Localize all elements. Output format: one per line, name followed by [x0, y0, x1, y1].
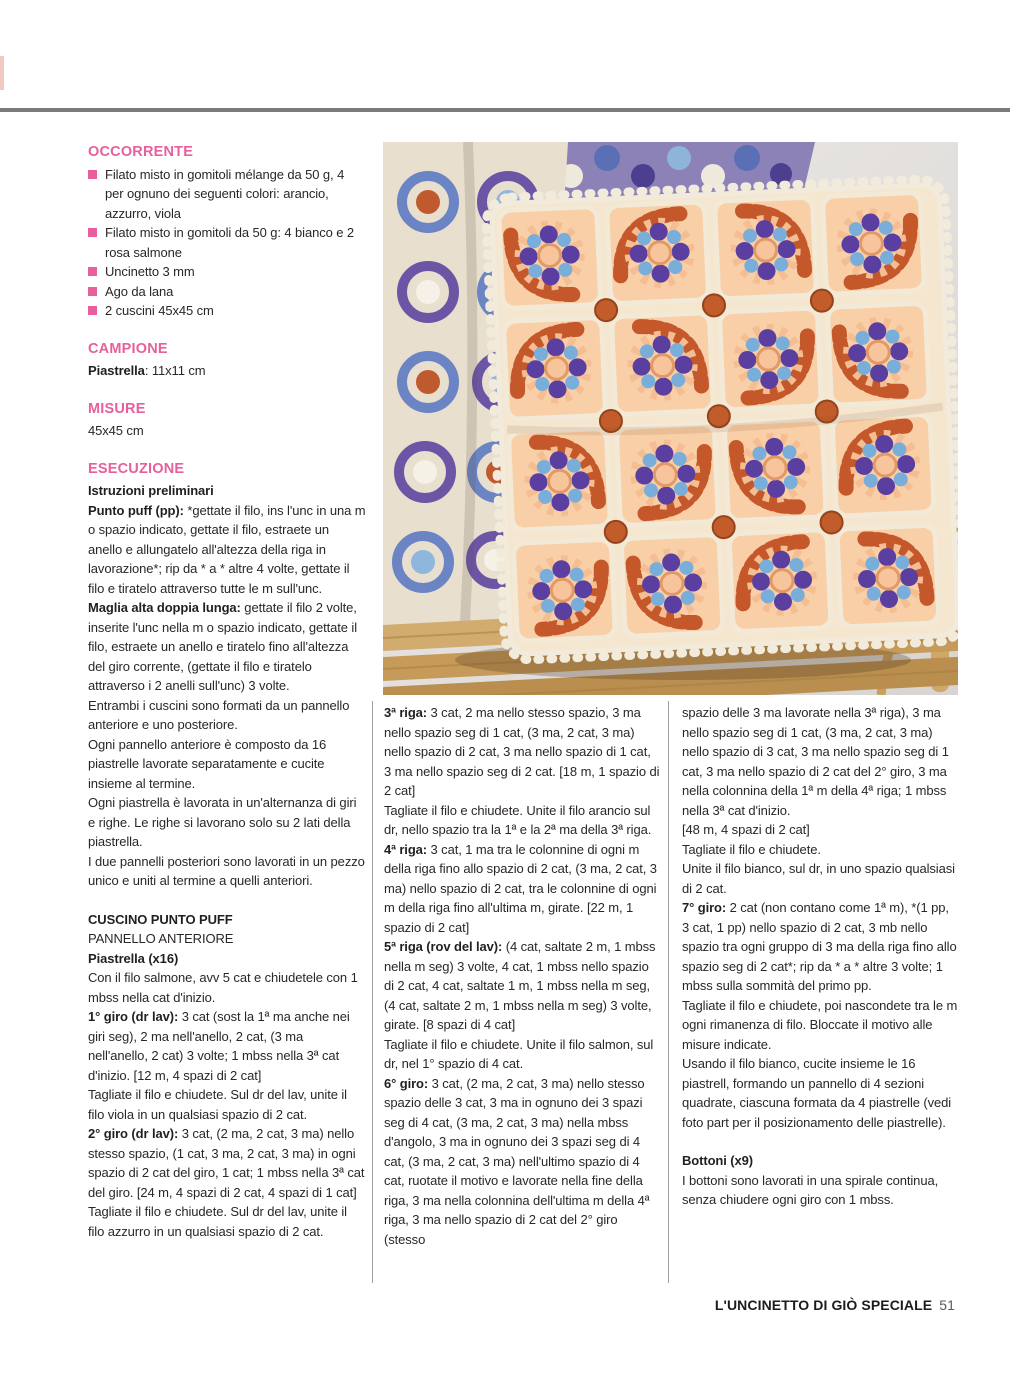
paragraph: Tagliate il filo e chiudete. [682, 841, 821, 857]
paragraph: Punto puff (pp): *gettate il filo, ins l'unc in una m o spazio indicato, gettate il filo, estraete un anello e allungatelo all'altezza della riga in lavorazione*; rip da * a * altre 4 volte, gettate il filo e tiratelo attraverso tutte le m sull'unc. [88, 502, 366, 596]
paragraph: Tagliate il filo e chiudete, poi nascondete tra le m ogni rimanenza di filo. Bloccate il motivo alle misure indicate. [682, 997, 958, 1052]
bullet-text: Filato misto in gomitoli da 50 g: 4 bianco e 2 rosa salmone [105, 225, 355, 260]
paragraph: Usando il filo bianco, cucite insieme le 16 piastrell, formando un pannello di 4 sezioni quadrate, ciascuna formata da 4 piastrelle (vedi foto part per il posizionamento delle piastrelle). [682, 1056, 952, 1130]
bullet-text: Filato misto in gomitoli mélange da 50 g, 4 per ognuno dei seguenti colori: arancio, azzurro, viola [105, 166, 345, 221]
footer-brand: L'UNCINETTO DI GIÒ SPECIALE [714, 1297, 933, 1313]
paragraph: 4ª riga: 3 cat, 1 ma tra le colonnine di ogni m della riga fino allo spazio di 2 cat, (3 ma, 2 cat, 3 ma) nello spazio di 2 cat, tra le colonnine di ogni m della riga fino all'ultima m, girate. [22 m, 1 spazio di 2 cat] [384, 841, 657, 935]
occorrente-list [88, 165, 366, 321]
section-occorrente [88, 143, 366, 321]
paragraph: Istruzioni preliminari [88, 483, 214, 498]
paragraph: I due pannelli posteriori sono lavorati in un pezzo unico e uniti al termine a quelli anteriori. [88, 853, 365, 888]
bullet-square-icon [88, 287, 97, 296]
left-column [88, 143, 366, 1241]
bullet-square-icon [88, 228, 97, 237]
paragraph: spazio delle 3 ma lavorate nella 3ª riga), 3 ma nello spazio seg di 1 cat, (3 ma, 2 cat, 3 ma) nello spazio di 3 cat, 3 ma nello spazio seg di 1 cat, 3 ma nello spazio di 2 cat del 2° giro, 3 ma nella colonnina della 1ª m della 4ª riga; 1 mbss nella 3ª cat d'inizio. [682, 705, 949, 818]
misure-body [88, 421, 366, 441]
middle-column [384, 703, 660, 1249]
column-divider-left [372, 701, 373, 1283]
bullet-item [88, 301, 366, 321]
paragraph: Tagliate il filo e chiudete. Sul dr del lav, unite il filo azzurro in un qualsiasi spazio di 2 cat. [88, 1204, 347, 1239]
bullet-item [88, 282, 366, 302]
paragraph: Piastrella: 11x11 cm [88, 363, 206, 378]
paragraph: 2° giro (dr lav): 3 cat, (2 ma, 2 cat, 3 ma) nello stesso spazio, (1 cat, 3 ma, 2 cat, 3 ma) in ogni spazio di 2 cat del giro, 1 cat; 1 mbss nella 3ª cat del giro. [24 m, 4 spazi di 2 cat, 4 spazi di 1 cat] [88, 1126, 365, 1200]
paragraph: 3ª riga: 3 cat, 2 ma nello stesso spazio, 3 ma nello spazio seg di 1 cat, (3 ma, 2 cat, 3 ma) nello spazio di 2 cat, 3 ma nello spazio di 1 cat, 3 ma nello spazio seg di 2 cat. [18 m, 1 spazio di 2 cat] [384, 705, 660, 798]
campione-body [88, 361, 366, 381]
right-column-body [682, 703, 958, 1210]
bullet-item [88, 165, 366, 224]
page-edge-mark [0, 56, 4, 90]
paragraph: Maglia alta doppia lunga: gettate il filo 2 volte, inserite l'unc nella m o spazio indicato, gettate il filo, estraete un anello e tiratelo fino all'altezza del giro corrente, (gettate il filo e tiratelo attraverso i 2 anelli sull'unc) 3 volte. [88, 600, 357, 693]
section-campione [88, 340, 366, 381]
bullet-square-icon [88, 267, 97, 276]
section-esecuzione [88, 460, 366, 1242]
paragraph: Tagliate il filo e chiudete. Sul dr del lav, unite il filo viola in un qualsiasi spazio di 2 cat. [88, 1087, 347, 1122]
granny-square-cushion [485, 178, 958, 661]
page-footer [535, 1297, 955, 1313]
bullet-text: Uncinetto 3 mm [105, 264, 195, 279]
right-column [682, 703, 958, 1210]
esecuzione-body [88, 481, 366, 1241]
bullet-square-icon [88, 306, 97, 315]
paragraph: Bottoni (x9) [682, 1153, 754, 1168]
top-rule [0, 108, 1010, 112]
cushion-photo [383, 142, 958, 695]
section-title-campione: CAMPIONE [88, 340, 168, 357]
paragraph: Ogni piastrella è lavorata in un'alternanza di giri e righe. Le righe si lavorano solo su 2 lati della piastrella. [88, 795, 357, 849]
section-title-occorrente: OCCORRENTE [88, 144, 194, 160]
paragraph: 45x45 cm [88, 423, 144, 438]
paragraph: Tagliate il filo e chiudete. Unite il filo arancio sul dr, nello spazio tra la 1ª e la 2ª ma della 3ª riga. [384, 802, 652, 837]
paragraph: Con il filo salmone, avv 5 cat e chiudetele con 1 mbss nella cat d'inizio. [88, 970, 358, 1005]
paragraph: 1° giro (dr lav): 3 cat (sost la 1ª ma anche nei giri seg), 2 ma nell'anello, 2 cat, (3 ma nell'anello, 2 cat) 3 volte; 1 mbss nella 3ª cat d'inizio. [12 m, 4 spazi di 2 cat] [88, 1009, 350, 1083]
section-title-esecuzione: ESECUZIONE [88, 460, 185, 477]
paragraph: Ogni pannello anteriore è composto da 16 piastrelle lavorate separatamente e cucite insieme al termine. [88, 736, 327, 791]
section-title-misure: MISURE [88, 400, 146, 417]
paragraph: Tagliate il filo e chiudete. Unite il filo salmon, sul dr, nel 1° spazio di 4 cat. [384, 1036, 654, 1071]
bullet-square-icon [88, 170, 97, 179]
paragraph: Entrambi i cuscini sono formati da un pannello anteriore e uno posteriore. [88, 697, 350, 732]
paragraph: 5ª riga (rov del lav): (4 cat, saltate 2 m, 1 mbss nella m seg) 3 volte, 4 cat, 1 mbss nello spazio di 2 cat, 4 cat, saltate 1 m, 1 mbss nella m seg, (4 cat, saltate 2 m, 1 mbss nella m seg) 3 volte, girate. [8 spazi di 4 cat] [384, 939, 656, 1032]
paragraph: 7° giro: 2 cat (non contano come 1ª m), *(1 pp, 3 cat, 1 pp) nello spazio di 2 cat, 3 mb nello spazio tra ogni gruppo di 3 ma della riga fino allo spazio seg di 2 cat*; rip da * a * altre 3 volte; 1 mbss sulla sommità del primo pp. [682, 900, 957, 993]
paragraph: I bottoni sono lavorati in una spirale continua, senza chiudere ogni giro con 1 mbss. [682, 1172, 939, 1207]
column-divider-right [668, 701, 669, 1283]
section-misure [88, 400, 366, 441]
paragraph: [48 m, 4 spazi di 2 cat] [682, 822, 810, 837]
bullet-text: 2 cuscini 45x45 cm [105, 303, 214, 318]
bullet-text: Ago da lana [105, 283, 174, 299]
cushion-photo-illustration [383, 142, 958, 695]
paragraph: CUSCINO PUNTO PUFF [88, 911, 233, 927]
paragraph: Piastrella (x16) [88, 950, 179, 966]
middle-column-body [384, 703, 660, 1249]
footer-page-number: 51 [939, 1297, 955, 1313]
paragraph: PANNELLO ANTERIORE [88, 931, 234, 946]
bullet-item [88, 223, 366, 262]
paragraph: 6° giro: 3 cat, (2 ma, 2 cat, 3 ma) nello stesso spazio delle 3 cat, 3 ma in ognuno dei 3 spazi seg di 4 cat, (3 ma, 2 cat, 3 ma) nella mbss d'angolo, 3 ma in ognuno dei 3 spazi seg di 4 cat, (3 ma, 2 cat, 3 ma) nell'ultimo spazio di 4 cat, ruotate il motivo e lavorate nella fine della riga, 3 ma nella colonnina dell'ultima m della 4ª riga, 3 ma nello spazio di 2 cat del 2° giro (stesso [384, 1075, 650, 1247]
bullet-item [88, 262, 366, 282]
paragraph: Unite il filo bianco, sul dr, in uno spazio qualsiasi di 2 cat. [682, 861, 955, 896]
